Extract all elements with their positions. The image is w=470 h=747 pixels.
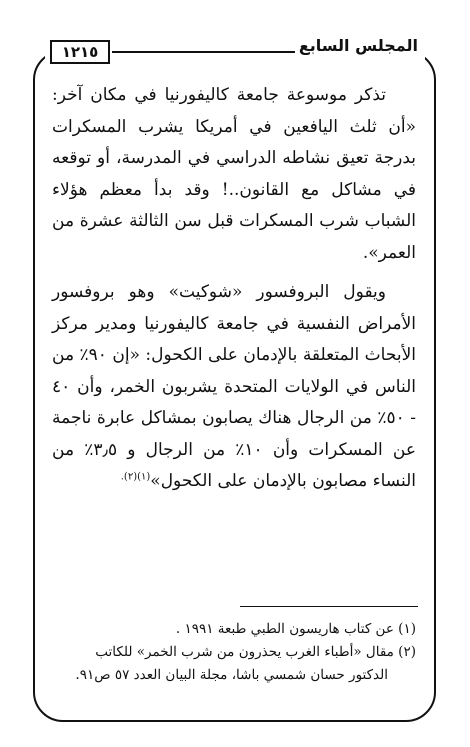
footnote-2-text: (٢) مقال «أطباء الغرب يحذرون من شرب الخمر» للكاتب (95, 644, 416, 660)
footnote-2 (52, 641, 416, 687)
footnote-2-continuation: الدكتور حسان شمسي باشا، مجلة البيان العدد ٥٧ ص٩١. (75, 667, 388, 683)
paragraph-2 (52, 277, 416, 498)
paragraph-1: تذكر موسوعة جامعة كاليفورنيا في مكان آخر: «أن ثلث اليافعين في أمريكا يشرب المسكرات بدرجة تعيق نشاطه الدراسي في المدرسة، أو توقعه في مشاكل مع القانون..! وقد بدأ معظم هؤلاء الشباب شرب المسكرات قبل سن الثالثة عشرة من العمر». (52, 85, 416, 263)
page-number: ١٢١٥ (50, 40, 110, 64)
footnote-marks: (١)(٢). (120, 471, 151, 483)
footnote-separator (240, 606, 418, 607)
paragraph-2-text: ويقول البروفسور «شوكيت» وهو بروفسور الأمراض النفسية في جامعة كاليفورنيا ومدير مركز الأبحاث المتعلقة بالإدمان على الكحول: «إن ٩٠٪ من الناس في الولايات المتحدة يشربون الخمر، وأن ٤٠ - ٥٠٪ من الرجال هناك يصابون بمشاكل عابرة ناجمة عن المسكرات وأن ١٠٪ من الرجال و ٣٫٥٪ من النساء مصابون بالإدمان على الكحول» (52, 282, 416, 491)
footnotes (52, 618, 416, 687)
footnote-1: (١) عن كتاب هاريسون الطبي طبعة ١٩٩١ . (175, 621, 416, 637)
main-text (52, 80, 416, 498)
header-rule (112, 51, 317, 53)
chapter-title: المجلس السابع (295, 36, 422, 55)
